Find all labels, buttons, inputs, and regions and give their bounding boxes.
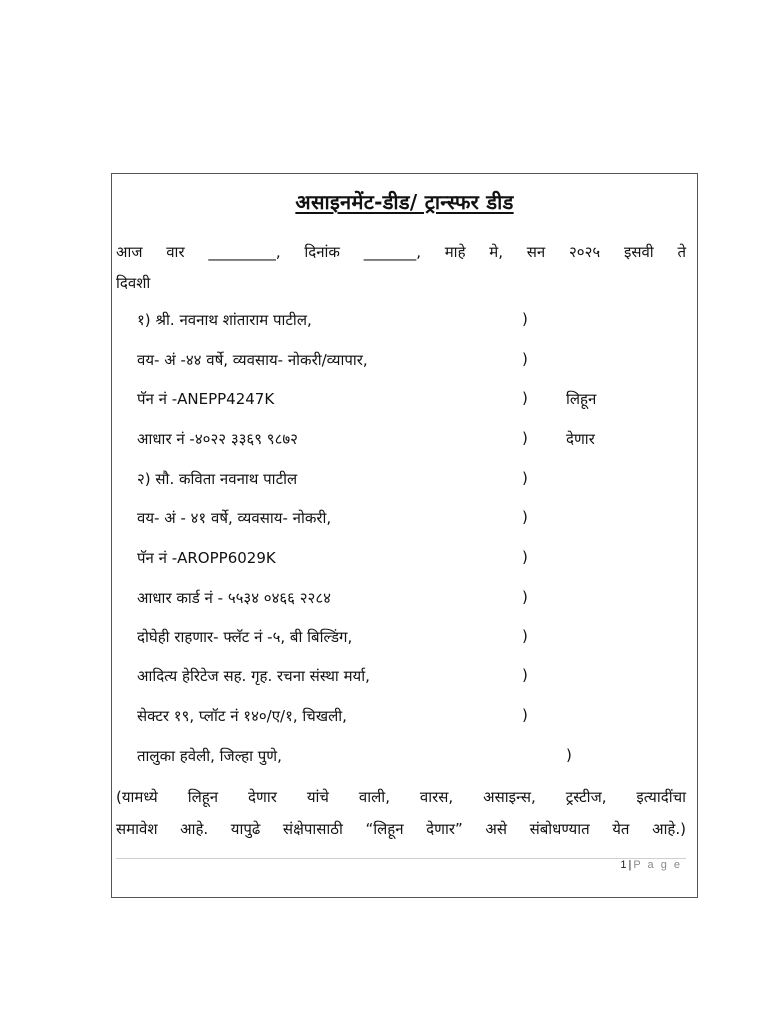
page-word: P a g e xyxy=(633,859,682,871)
intro-line-1: आज वार _________, दिनांक _______, माहे मे, सन २०२५ इसवी ते xyxy=(116,243,686,261)
closing-paren: ) xyxy=(522,588,528,606)
intro-line-2: दिवशी xyxy=(116,274,151,292)
page-separator: | xyxy=(628,859,632,871)
party-line: वय- अं -४४ वर्षे, व्यवसाय- नोकरी/व्यापार, xyxy=(137,351,368,369)
footnote-line-1: (यामध्ये लिहून देणार यांचे वाली, वारस, असाइन्स, ट्रस्टीज, इत्यादींचा xyxy=(116,788,686,806)
closing-paren: ) xyxy=(522,666,528,684)
side-label-denar: देणार xyxy=(566,430,595,448)
party-line: आधार नं -४०२२ ३३६९ ९८७२ xyxy=(137,430,298,448)
party-line: १) श्री. नवनाथ शांताराम पाटील, xyxy=(137,311,312,329)
closing-paren: ) xyxy=(566,746,572,764)
closing-paren: ) xyxy=(522,508,528,526)
party-line: आधार कार्ड नं - ५५३४ ०४६६ २२८४ xyxy=(137,589,331,607)
page-footer xyxy=(620,859,682,871)
closing-paren: ) xyxy=(522,627,528,645)
page-number: 1 xyxy=(620,859,627,871)
footer-divider xyxy=(116,858,686,859)
party-line: वय- अं - ४१ वर्षे, व्यवसाय- नोकरी, xyxy=(137,509,332,527)
closing-paren: ) xyxy=(522,469,528,487)
closing-paren: ) xyxy=(522,706,528,724)
side-label-likhun: लिहून xyxy=(566,390,597,408)
party-line: पॅन नं -ANEPP4247K xyxy=(137,390,275,408)
footnote-line-2: समावेश आहे. यापुढे संक्षेपासाठी “लिहून देणार” असे संबोधण्यात येत आहे.) xyxy=(116,820,686,838)
closing-paren: ) xyxy=(522,429,528,447)
party-line: तालुका हवेली, जिल्हा पुणे, xyxy=(137,747,282,765)
intro-paragraph xyxy=(116,237,686,299)
closing-paren: ) xyxy=(522,310,528,328)
party-line: २) सौ. कविता नवनाथ पाटील xyxy=(137,470,298,488)
closing-paren: ) xyxy=(522,389,528,407)
party-line: आदित्य हेरिटेज सह. गृह. रचना संस्था मर्या, xyxy=(137,667,370,685)
closing-paren: ) xyxy=(522,350,528,368)
party-line: दोघेही राहणार- फ्लॅट नं -५, बी बिल्डिंग, xyxy=(137,628,353,646)
document-title: असाइनमेंट-डीड/ ट्रान्स्फर डीड xyxy=(295,190,514,214)
party-line: पॅन नं -AROPP6029K xyxy=(137,549,276,567)
party-line: सेक्टर १९, प्लॉट नं १४०/ए/१, चिखली, xyxy=(137,707,347,725)
closing-paren: ) xyxy=(522,548,528,566)
footnote-paragraph xyxy=(116,781,686,845)
